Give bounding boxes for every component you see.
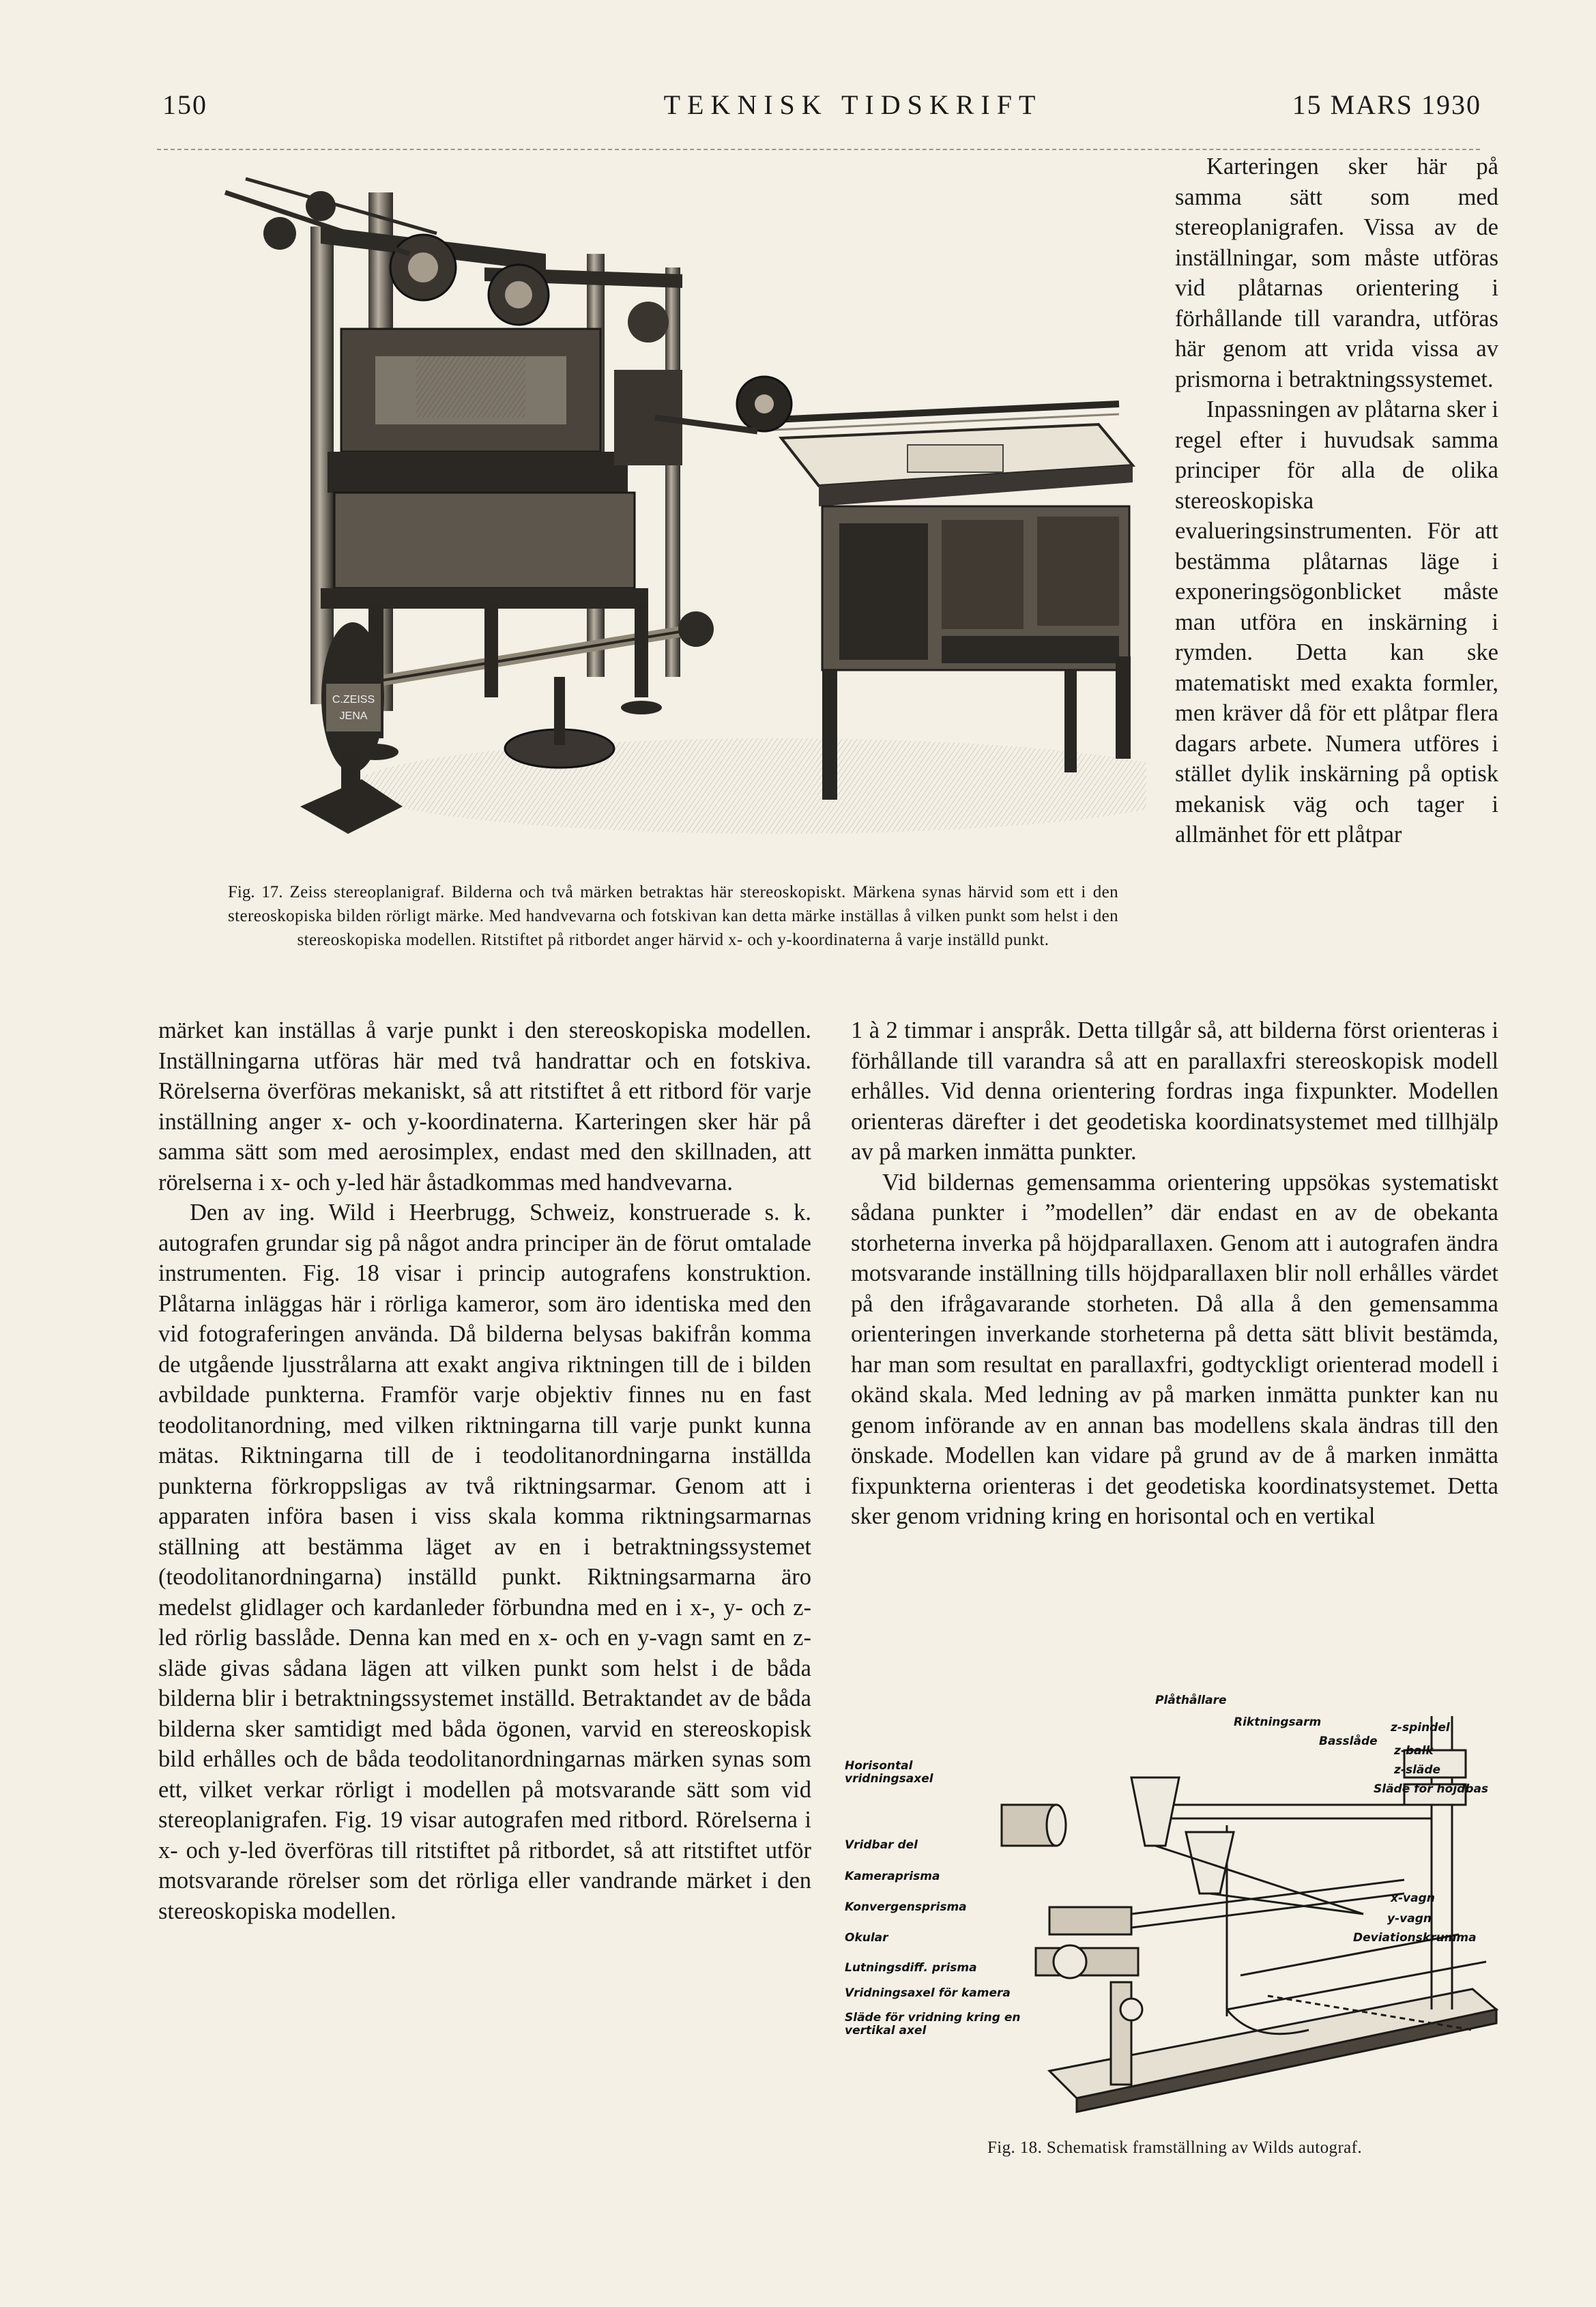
figure-18-caption: Fig. 18. Schematisk framställning av Wilds autograf. <box>987 2138 1363 2157</box>
label-deviationskrumma: Deviationskrumma <box>1353 1931 1477 1945</box>
figure-17-label: Fig. 17. <box>228 883 283 901</box>
nameplate-line2: JENA <box>339 710 368 722</box>
figure-17-illustration <box>164 151 1146 854</box>
figure-17-caption <box>228 880 1118 952</box>
journal-title: TEKNISK TIDSKRIFT <box>663 89 1043 120</box>
figure-18-diagram <box>845 1689 1500 2129</box>
label-okular: Okular <box>845 1931 888 1945</box>
paragraph: märket kan inställas å varje punkt i den stereoskopiska modellen. Inställningarna utföras här med två handrattar och en fotskiva. Rörelserna överföras mekaniskt, så att ritstiftet å ett ritbord för varje inställning anger x- och y-koordinaterna. Karteringen sker här på samma sätt som med aerosimplex, endast med den skillnaden, att rörelserna i x- och y-led här åstadkommas med handvevarna. <box>158 1017 811 1195</box>
label-lutningsdiff-prisma: Lutningsdiff. prisma <box>845 1961 977 1975</box>
nameplate-line1: C.ZEISS <box>332 694 375 706</box>
label-x-vagn: x-vagn <box>1391 1891 1435 1905</box>
paragraph: Inpassningen av plåtarna sker i regel efter i huvudsak samma principer för alla de olika stereoskopiska evalueringsinstrumenten. För att bestämma plåtarnas läge i exponeringsögonblicket måste man utföra en inskärning i rymden. Detta kan ske matematiskt med exakta formler, men kräver då för ett plåtpar flera dagars arbete. Numera utföres i stället dylik inskärning på optisk mekanisk väg och tager i allmänhet för ett plåtpar <box>1175 396 1498 847</box>
label-basslade: Basslåde <box>1319 1735 1378 1748</box>
right-column-bottom <box>851 1015 1498 1532</box>
label-slade-vertikal: Släde för vridning kring en vertikal axel <box>845 2011 1021 2037</box>
label-konvergensprisma: Konvergensprisma <box>845 1900 967 1914</box>
label-riktningsarm: Riktningsarm <box>1234 1715 1322 1729</box>
label-vridningsaxel-kamera: Vridningsaxel för kamera <box>845 1986 1011 2000</box>
paragraph: 1 à 2 timmar i anspråk. Detta tillgår så, att bilderna först orienteras i förhållande till varandra så att en parallaxfri stereoskopisk modell erhålles. Vid denna orientering fordras inga fixpunkter. Modellen orienteras därefter i det geodetiska koordinatsystemet med tillhjälp av på marken inmätta punkter. <box>851 1017 1498 1165</box>
label-z-slade: z-släde <box>1394 1763 1441 1777</box>
label-y-vagn: y-vagn <box>1387 1912 1432 1926</box>
figure-17-caption-text: Zeiss stereoplanigraf. Bilderna och två märken betraktas här stereoskopiskt. Märkena synas härvid som ett i den stereoskopiska bilden rörligt märke. Med handvevarna och fotskivan kan detta märke inställas å vilken punkt som helst i den stereoskopiska modellen. Ritstiftet på ritbordet anger härvid x- och y-koordinaterna å varje inställd punkt. <box>228 883 1119 949</box>
paragraph: Vid bildernas gemensamma orientering uppsökas systematiskt sådana punkter i ”modellen” där endast en av de obekanta storheterna inverka på höjdparallaxen. Genom att i autografen ändra motsvarande inställning tills höjdparallaxen blir noll erhålles värdet på den ifrågavarande storheten. Då alla å den gemensamma orienteringen inverkande storheterna på detta sätt blivit bestämda, har man som resultat en parallaxfri, godtyckligt orienterad modell i okänd skala. Med ledning av på marken inmätta punkter kan nu genom införande av en annan bas modellens skala ändras till den önskade. Modellen kan vidare på grund av de å marken inmätta fixpunkterna orienteras i det geodetiska koordinatsystemet. Detta sker genom vridning kring en horisontal och en vertikal <box>851 1169 1498 1529</box>
issue-date: 15 MARS 1930 <box>1292 89 1481 120</box>
right-column-top <box>1175 151 1498 850</box>
header-rule <box>157 149 1480 150</box>
label-horisontal-axel: Horisontal vridningsaxel <box>845 1759 933 1786</box>
label-z-balk: z-balk <box>1394 1744 1434 1758</box>
label-vridbar-del: Vridbar del <box>845 1838 918 1852</box>
left-column <box>158 1015 811 1926</box>
label-platehallare: Plåthållare <box>1155 1694 1227 1707</box>
label-z-spindel: z-spindel <box>1391 1721 1450 1735</box>
paragraph: Den av ing. Wild i Heerbrugg, Schweiz, konstruerade s. k. autografen grundar sig på något andra principer än de förut omtalade instrumenten. Fig. 18 visar i princip autografens konstruktion. Plåtarna inläggas här i rörliga kameror, som äro identiska med den vid fotograferingen använda. Då bilderna belysas bakifrån komma de utgående ljusstrålarna att exakt angiva riktningen till de i bilden avbildade punkterna. Framför varje objektiv finnes nu en fast teodolitanordning, med vilken riktningarna till varje punkt kunna mätas. Riktningarna till de i teodolitanordningarna inställda punkterna förkroppsligas av två riktningsarmar. Genom att i apparaten införa basen i viss skala komma riktningsarmarnas ställning att bestämma läget av en i betraktningssystemet (teodolitanordningarna) inställd punkt. Riktningsarmarna äro medelst glidlager och kardanleder förbundna med en i x-, y- och z-led rörlig basslåde. Denna kan med en x- och en y-vagn samt en z-släde givas sådana lägen att vilken punkt som helst i de båda bilderna blir i betraktningssystemet inställd. Betraktandet av de båda bilderna sker samtidigt med båda ögonen, varvid en stereoskopisk bild erhålles och de båda teodolitanordningarnas märken synas som ett, vilket verkar rörligt i modellen på motsvarande sätt som vid stereoplanigrafen. Fig. 19 visar autografen med ritbord. Rörelserna i x- och y-led överföras till ritstiftet på ritbordet, så att ritstiftet utför motsvarande rörelser som det rörliga eller vandrande märket i den stereoskopiska modellen. <box>158 1200 811 1924</box>
paragraph: Karteringen sker här på samma sätt som med stereoplanigrafen. Vissa av de inställningar, som måste utföras vid plåtarnas orientering i förhållande till varandra, utföras här genom att vrida vissa av prismorna i betraktningssystemet. <box>1175 154 1498 392</box>
page-number: 150 <box>162 89 207 120</box>
label-kameraprisma: Kameraprisma <box>845 1870 940 1883</box>
label-slade-hojdbas: Släde för höjdbas <box>1374 1782 1489 1796</box>
